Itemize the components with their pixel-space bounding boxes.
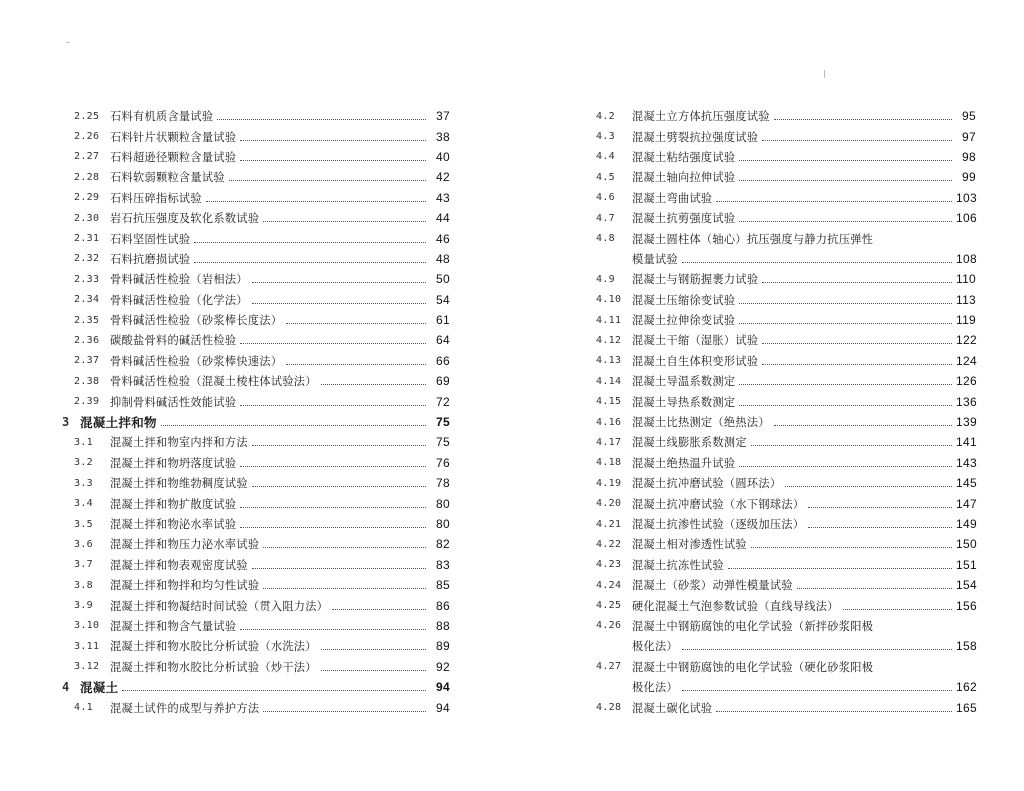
toc-entry[interactable] bbox=[596, 269, 976, 289]
toc-entry-title: 混凝土拌和物含气量试验 bbox=[110, 619, 237, 633]
toc-entry-title: 极化法） bbox=[632, 681, 678, 695]
toc-entry-title: 石料有机质含量试验 bbox=[110, 110, 214, 124]
toc-entry[interactable] bbox=[62, 391, 450, 411]
dot-leader bbox=[240, 526, 426, 528]
toc-entry-title: 骨料碱活性检验（化学法） bbox=[110, 293, 248, 307]
toc-page-number: 150 bbox=[956, 537, 977, 552]
toc-entry-title: 岩石抗压强度及软化系数试验 bbox=[110, 212, 260, 226]
toc-page-number: 154 bbox=[956, 578, 977, 593]
toc-page-number: 158 bbox=[956, 639, 977, 654]
toc-entry[interactable] bbox=[62, 351, 450, 371]
toc-page-number: 103 bbox=[956, 190, 977, 205]
toc-entry-number: 3.10 bbox=[74, 620, 100, 632]
toc-entry-number: 3 bbox=[62, 415, 70, 430]
toc-entry-title: 混凝土拌和物坍落度试验 bbox=[110, 456, 237, 470]
toc-entry-number: 4.10 bbox=[596, 294, 622, 306]
toc-page-number: 106 bbox=[956, 211, 977, 226]
toc-entry-title: 混凝土拌和物压力泌水率试验 bbox=[110, 538, 260, 552]
dot-leader bbox=[240, 628, 426, 630]
toc-entry[interactable] bbox=[596, 330, 976, 350]
dot-leader bbox=[716, 200, 952, 202]
dot-leader bbox=[240, 506, 426, 508]
toc-entry-number: 3.1 bbox=[74, 436, 93, 448]
toc-page-number: 97 bbox=[962, 129, 976, 144]
toc-entry[interactable] bbox=[596, 677, 976, 697]
toc-page-number: 139 bbox=[956, 415, 977, 430]
toc-entry-title: 碳酸盐骨料的碱活性检验 bbox=[110, 334, 237, 348]
toc-entry[interactable] bbox=[62, 290, 450, 310]
toc-entry-number: 4.11 bbox=[596, 314, 622, 326]
toc-entry[interactable] bbox=[62, 126, 450, 146]
toc-entry-title: 混凝土拌和物泌水率试验 bbox=[110, 518, 237, 531]
toc-entry-number: 2.31 bbox=[74, 233, 100, 245]
dot-leader bbox=[762, 342, 952, 344]
toc-entry[interactable] bbox=[596, 575, 976, 595]
dot-leader bbox=[286, 322, 426, 324]
dot-leader bbox=[785, 485, 952, 487]
toc-entry-number: 2.39 bbox=[74, 396, 100, 408]
toc-entry-title: 骨料碱活性检验（混凝土棱柱体试验法） bbox=[110, 375, 317, 389]
toc-entry-number: 3.3 bbox=[74, 477, 93, 489]
scan-mark bbox=[824, 70, 825, 78]
toc-page-number: 147 bbox=[956, 496, 977, 511]
toc-entry-number: 3.9 bbox=[74, 600, 93, 612]
toc-entry-number: 4.7 bbox=[596, 212, 615, 224]
toc-entry-number: 4.5 bbox=[596, 171, 615, 183]
toc-entry-title: 混凝土中钢筋腐蚀的电化学试验（新拌砂浆阳极 bbox=[632, 619, 874, 633]
dot-leader bbox=[739, 159, 952, 161]
toc-entry-number: 2.32 bbox=[74, 253, 100, 265]
dot-leader bbox=[194, 261, 426, 263]
toc-entry-number: 4.15 bbox=[596, 396, 622, 408]
toc-entry[interactable] bbox=[596, 126, 976, 146]
dot-leader bbox=[739, 220, 952, 222]
toc-entry[interactable] bbox=[596, 657, 976, 677]
toc-entry[interactable] bbox=[62, 616, 450, 636]
toc-entry[interactable] bbox=[596, 290, 976, 310]
toc-entry[interactable] bbox=[596, 616, 976, 636]
toc-entry-number: 2.38 bbox=[74, 375, 100, 387]
toc-entry-number: 4.18 bbox=[596, 457, 622, 469]
toc-entry-title: 骨料碱活性检验（砂浆棒长度法） bbox=[110, 314, 283, 328]
toc-entry[interactable] bbox=[62, 636, 450, 656]
toc-entry[interactable] bbox=[596, 371, 976, 391]
toc-page-number: 88 bbox=[436, 618, 450, 633]
toc-entry-title: 混凝土弯曲试验 bbox=[632, 191, 713, 205]
dot-leader bbox=[321, 669, 426, 671]
toc-entry[interactable] bbox=[596, 412, 976, 432]
toc-entry-number: 4.8 bbox=[596, 233, 615, 245]
dot-leader bbox=[252, 485, 426, 487]
toc-page-number: 46 bbox=[436, 231, 450, 246]
toc-entry-number: 4.1 bbox=[74, 702, 93, 714]
toc-entry-title: 混凝土（砂浆）动弹性模量试验 bbox=[632, 579, 793, 593]
dot-leader bbox=[263, 587, 426, 589]
toc-page-number: 78 bbox=[436, 476, 450, 491]
toc-entry[interactable] bbox=[596, 555, 976, 575]
toc-page-number: 162 bbox=[956, 680, 977, 695]
toc-entry-title: 混凝土与钢筋握裹力试验 bbox=[632, 273, 759, 287]
toc-entry-title: 混凝土导温系数测定 bbox=[632, 375, 736, 389]
toc-entry-title: 混凝土绝热温升试验 bbox=[632, 456, 736, 470]
toc-entry[interactable] bbox=[62, 555, 450, 575]
toc-entry[interactable] bbox=[596, 228, 976, 248]
toc-entry-title: 混凝土粘结强度试验 bbox=[632, 150, 736, 164]
toc-entry[interactable] bbox=[596, 351, 976, 371]
toc-entry[interactable] bbox=[596, 595, 976, 615]
toc-entry-title: 混凝土自生体积变形试验 bbox=[632, 354, 759, 368]
toc-entry[interactable] bbox=[62, 473, 450, 493]
dot-leader bbox=[122, 689, 426, 691]
dot-leader bbox=[240, 465, 426, 467]
toc-entry-title: 混凝土拌和物 bbox=[80, 415, 157, 431]
toc-page-number: 124 bbox=[956, 353, 977, 368]
dot-leader bbox=[321, 648, 426, 650]
toc-entry-title: 混凝土拌和物凝结时间试验（贯入阻力法） bbox=[110, 599, 329, 613]
toc-page-number: 86 bbox=[436, 598, 450, 613]
toc-entry-title: 混凝土圆柱体（轴心）抗压强度与静力抗压弹性 bbox=[632, 232, 874, 246]
toc-entry-number: 4.16 bbox=[596, 416, 622, 428]
toc-entry-number: 3.4 bbox=[74, 498, 93, 510]
toc-entry-number: 3.2 bbox=[74, 457, 93, 469]
dot-leader bbox=[161, 424, 426, 426]
toc-entry-number: 4.27 bbox=[596, 661, 622, 673]
toc-entry[interactable] bbox=[596, 106, 976, 126]
toc-entry-title: 混凝土抗冻性试验 bbox=[632, 558, 724, 572]
toc-page-number: 145 bbox=[956, 476, 977, 491]
toc-entry[interactable] bbox=[62, 657, 450, 677]
toc-entry-number: 2.29 bbox=[74, 192, 100, 204]
toc-entry-number: 4.23 bbox=[596, 559, 622, 571]
toc-entry[interactable] bbox=[62, 208, 450, 228]
toc-page-number: 69 bbox=[436, 374, 450, 389]
dot-leader bbox=[716, 710, 952, 712]
toc-entry-title: 石料坚固性试验 bbox=[110, 232, 191, 246]
dot-leader bbox=[194, 241, 426, 243]
toc-entry-title: 混凝土抗冲磨试验（水下钢球法） bbox=[632, 497, 805, 511]
toc-entry[interactable] bbox=[596, 167, 976, 187]
toc-entry[interactable] bbox=[596, 453, 976, 473]
toc-entry-title: 混凝土试件的成型与养护方法 bbox=[110, 701, 260, 715]
toc-page-number: 110 bbox=[956, 272, 977, 287]
toc-page-number: 80 bbox=[436, 517, 450, 531]
toc-page-number: 122 bbox=[956, 333, 977, 348]
toc-entry[interactable] bbox=[62, 575, 450, 595]
toc-entry[interactable] bbox=[596, 432, 976, 452]
dot-leader bbox=[808, 506, 952, 508]
toc-page-number: 42 bbox=[436, 170, 450, 185]
toc-page-number: 85 bbox=[436, 578, 450, 593]
dot-leader bbox=[728, 567, 952, 569]
toc-entry-number: 4.28 bbox=[596, 702, 622, 714]
toc-entry[interactable] bbox=[596, 188, 976, 208]
dot-leader bbox=[774, 424, 952, 426]
toc-entry-number: 4.26 bbox=[596, 620, 622, 632]
toc-page-number: 95 bbox=[962, 109, 976, 124]
toc-page-number: 165 bbox=[956, 700, 977, 715]
toc-page-number: 82 bbox=[436, 537, 450, 552]
toc-entry-number: 4.21 bbox=[596, 518, 622, 530]
toc-entry-title: 混凝土立方体抗压强度试验 bbox=[632, 110, 770, 124]
toc-entry[interactable] bbox=[596, 493, 976, 513]
toc-entry-number: 2.34 bbox=[74, 294, 100, 306]
toc-entry[interactable] bbox=[62, 697, 450, 717]
toc-entry-title: 混凝土拌和物水胶比分析试验（炒干法） bbox=[110, 660, 317, 674]
toc-entry-number: 3.7 bbox=[74, 559, 93, 571]
toc-entry-title: 抑制骨料碱活性效能试验 bbox=[110, 395, 237, 409]
toc-entry[interactable] bbox=[596, 473, 976, 493]
toc-entry-number: 4.22 bbox=[596, 538, 622, 550]
toc-entry-title: 混凝土线膨胀系数测定 bbox=[632, 436, 747, 450]
toc-entry[interactable] bbox=[596, 310, 976, 330]
toc-entry-title: 混凝土轴向拉伸试验 bbox=[632, 171, 736, 185]
dot-leader bbox=[682, 689, 952, 691]
toc-entry[interactable] bbox=[596, 636, 976, 656]
toc-entry[interactable] bbox=[596, 697, 976, 717]
toc-entry-title: 混凝土拌和物表观密度试验 bbox=[110, 558, 248, 572]
toc-entry[interactable] bbox=[62, 188, 450, 208]
toc-entry-title: 石料超逊径颗粒含量试验 bbox=[110, 150, 237, 164]
toc-entry[interactable] bbox=[596, 534, 976, 554]
toc-entry-number: 4.9 bbox=[596, 273, 615, 285]
dot-leader bbox=[682, 648, 952, 650]
dot-leader bbox=[252, 302, 426, 304]
dot-leader bbox=[332, 608, 426, 610]
toc-entry-title: 混凝土干缩（湿胀）试验 bbox=[632, 334, 759, 348]
dot-leader bbox=[240, 139, 426, 141]
toc-entry-title: 混凝土比热测定（绝热法） bbox=[632, 416, 770, 430]
dot-leader bbox=[762, 363, 952, 365]
toc-page-number: 99 bbox=[962, 170, 976, 185]
toc-entry[interactable] bbox=[596, 514, 976, 534]
toc-page-number: 64 bbox=[436, 333, 450, 348]
toc-page-number: 75 bbox=[436, 415, 450, 430]
toc-entry-number: 3.6 bbox=[74, 538, 93, 550]
dot-leader bbox=[263, 710, 426, 712]
toc-entry-number: 4.17 bbox=[596, 436, 622, 448]
toc-chapter[interactable] bbox=[62, 412, 450, 432]
dot-leader bbox=[206, 200, 426, 202]
toc-entry-number: 4.14 bbox=[596, 375, 622, 387]
toc-page-number: 37 bbox=[436, 109, 450, 124]
dot-leader bbox=[739, 465, 952, 467]
toc-page-number: 40 bbox=[436, 149, 450, 164]
toc-page-number: 136 bbox=[956, 394, 977, 409]
toc-entry[interactable] bbox=[62, 167, 450, 187]
toc-page-number: 119 bbox=[956, 313, 977, 328]
toc-entry-title: 石料抗磨损试验 bbox=[110, 252, 191, 266]
toc-entry-title: 硬化混凝土气泡参数试验（直线导线法） bbox=[632, 599, 839, 613]
toc-entry-number: 3.8 bbox=[74, 579, 93, 591]
toc-entry[interactable] bbox=[62, 514, 450, 534]
toc-entry[interactable] bbox=[62, 106, 450, 126]
toc-entry[interactable] bbox=[62, 310, 450, 330]
toc-page-number: 113 bbox=[956, 292, 977, 307]
dot-leader bbox=[286, 363, 426, 365]
dot-leader bbox=[252, 281, 426, 283]
toc-entry-title: 混凝土拌和物水胶比分析试验（水洗法） bbox=[110, 640, 317, 654]
toc-entry-title: 骨料碱活性检验（岩相法） bbox=[110, 273, 248, 287]
toc-entry[interactable] bbox=[596, 249, 976, 269]
left-toc bbox=[62, 106, 450, 718]
toc-page-number: 149 bbox=[956, 517, 977, 531]
toc-page-number: 108 bbox=[956, 251, 977, 266]
toc-entry[interactable] bbox=[596, 147, 976, 167]
toc-entry[interactable] bbox=[62, 147, 450, 167]
dot-leader bbox=[252, 567, 426, 569]
dot-leader bbox=[739, 322, 952, 324]
toc-entry-number: 3.11 bbox=[74, 640, 100, 652]
toc-page-number: 94 bbox=[436, 680, 450, 695]
right-page bbox=[512, 0, 1024, 791]
toc-entry-number: 4.2 bbox=[596, 110, 615, 122]
toc-entry-number: 2.25 bbox=[74, 110, 100, 122]
toc-entry-title: 混凝土中钢筋腐蚀的电化学试验（硬化砂浆阳极 bbox=[632, 660, 874, 674]
dot-leader bbox=[682, 261, 952, 263]
toc-page-number: 50 bbox=[436, 272, 450, 287]
toc-entry-number: 4.4 bbox=[596, 151, 615, 163]
toc-entry-title: 混凝土抗剪强度试验 bbox=[632, 212, 736, 226]
toc-entry-number: 4.20 bbox=[596, 498, 622, 510]
dot-leader bbox=[263, 546, 426, 548]
toc-page-number: 61 bbox=[436, 313, 450, 328]
toc-entry-number: 4.3 bbox=[596, 131, 615, 143]
toc-entry[interactable] bbox=[596, 391, 976, 411]
toc-entry[interactable] bbox=[596, 208, 976, 228]
dot-leader bbox=[739, 302, 952, 304]
dot-leader bbox=[751, 444, 952, 446]
toc-entry[interactable] bbox=[62, 453, 450, 473]
toc-entry-number: 4.19 bbox=[596, 477, 622, 489]
toc-entry-number: 4.24 bbox=[596, 579, 622, 591]
toc-entry[interactable] bbox=[62, 371, 450, 391]
toc-entry-title: 混凝土碳化试验 bbox=[632, 701, 713, 715]
toc-entry-title: 混凝土劈裂抗拉强度试验 bbox=[632, 130, 759, 144]
toc-entry-title: 石料压碎指标试验 bbox=[110, 191, 202, 205]
toc-page-number: 48 bbox=[436, 251, 450, 266]
toc-entry[interactable] bbox=[62, 432, 450, 452]
toc-entry-title: 混凝土 bbox=[80, 680, 119, 696]
toc-page-number: 54 bbox=[436, 292, 450, 307]
toc-entry-title: 石料软弱颗粒含量试验 bbox=[110, 171, 225, 185]
toc-page-number: 43 bbox=[436, 190, 450, 205]
toc-page-number: 75 bbox=[436, 435, 450, 450]
toc-entry[interactable] bbox=[62, 534, 450, 554]
toc-entry-title: 石料针片状颗粒含量试验 bbox=[110, 130, 237, 144]
toc-page-number: 76 bbox=[436, 455, 450, 470]
toc-page-number: 38 bbox=[436, 129, 450, 144]
toc-page-number: 72 bbox=[436, 394, 450, 409]
toc-page-number: 94 bbox=[436, 700, 450, 715]
toc-page-number: 92 bbox=[436, 659, 450, 674]
toc-entry-title: 模量试验 bbox=[632, 252, 678, 266]
right-toc bbox=[596, 106, 976, 718]
toc-entry-title: 混凝土导热系数测定 bbox=[632, 395, 736, 409]
toc-page-number: 156 bbox=[956, 598, 977, 613]
dot-leader bbox=[739, 383, 952, 385]
toc-entry-title: 混凝土拌和物室内拌和方法 bbox=[110, 436, 248, 450]
toc-entry-title: 混凝土压缩徐变试验 bbox=[632, 293, 736, 307]
dot-leader bbox=[252, 444, 426, 446]
dot-leader bbox=[762, 139, 952, 141]
toc-page-number: 98 bbox=[962, 149, 976, 164]
toc-entry-number: 3.12 bbox=[74, 661, 100, 673]
dot-leader bbox=[808, 526, 952, 528]
dot-leader bbox=[240, 342, 426, 344]
toc-page-number: 126 bbox=[956, 374, 977, 389]
dot-leader bbox=[217, 118, 426, 120]
toc-entry-title: 混凝土拌和物拌和均匀性试验 bbox=[110, 579, 260, 593]
dot-leader bbox=[240, 404, 426, 406]
dot-leader bbox=[229, 179, 426, 181]
toc-entry[interactable] bbox=[62, 493, 450, 513]
toc-entry-number: 2.35 bbox=[74, 314, 100, 326]
toc-entry[interactable] bbox=[62, 595, 450, 615]
toc-entry-title: 极化法） bbox=[632, 640, 678, 654]
toc-entry-number: 4.25 bbox=[596, 600, 622, 612]
dot-leader bbox=[321, 383, 426, 385]
toc-entry-number: 2.27 bbox=[74, 151, 100, 163]
toc-entry-title: 混凝土抗冲磨试验（圆环法） bbox=[632, 477, 782, 491]
toc-page-number: 80 bbox=[436, 496, 450, 511]
toc-page-number: 66 bbox=[436, 353, 450, 368]
scan-mark bbox=[66, 42, 69, 43]
dot-leader bbox=[739, 179, 952, 181]
toc-entry-number: 4.6 bbox=[596, 192, 615, 204]
toc-page-number: 141 bbox=[956, 435, 977, 450]
toc-page-number: 83 bbox=[436, 557, 450, 572]
toc-chapter[interactable] bbox=[62, 677, 450, 697]
toc-entry-number: 2.37 bbox=[74, 355, 100, 367]
toc-entry-number: 2.33 bbox=[74, 273, 100, 285]
toc-entry-number: 4 bbox=[62, 680, 70, 695]
toc-entry-number: 4.13 bbox=[596, 355, 622, 367]
toc-page-number: 143 bbox=[956, 455, 977, 470]
toc-entry-title: 混凝土拌和物维勃稠度试验 bbox=[110, 477, 248, 491]
dot-leader bbox=[751, 546, 952, 548]
toc-entry[interactable] bbox=[62, 330, 450, 350]
toc-entry-number: 2.36 bbox=[74, 334, 100, 346]
dot-leader bbox=[240, 159, 426, 161]
toc-entry-number: 2.28 bbox=[74, 171, 100, 183]
dot-leader bbox=[739, 404, 952, 406]
toc-entry-title: 混凝土拌和物扩散度试验 bbox=[110, 497, 237, 511]
toc-entry-title: 混凝土相对渗透性试验 bbox=[632, 538, 747, 552]
toc-entry-number: 2.26 bbox=[74, 131, 100, 143]
dot-leader bbox=[263, 220, 426, 222]
toc-entry-title: 骨料碱活性检验（砂浆棒快速法） bbox=[110, 354, 283, 368]
dot-leader bbox=[774, 118, 952, 120]
toc-page-number: 151 bbox=[956, 557, 977, 572]
toc-entry-number: 4.12 bbox=[596, 334, 622, 346]
dot-leader bbox=[762, 281, 952, 283]
toc-entry-title: 混凝土抗渗性试验（逐级加压法） bbox=[632, 518, 805, 531]
dot-leader bbox=[797, 587, 952, 589]
toc-entry-title: 混凝土拉伸徐变试验 bbox=[632, 314, 736, 328]
toc-page-number: 89 bbox=[436, 639, 450, 654]
toc-entry[interactable] bbox=[62, 249, 450, 269]
toc-entry[interactable] bbox=[62, 269, 450, 289]
toc-entry[interactable] bbox=[62, 228, 450, 248]
dot-leader bbox=[843, 608, 952, 610]
toc-entry-number: 2.30 bbox=[74, 212, 100, 224]
toc-entry-number: 3.5 bbox=[74, 518, 93, 530]
toc-page-number: 44 bbox=[436, 211, 450, 226]
